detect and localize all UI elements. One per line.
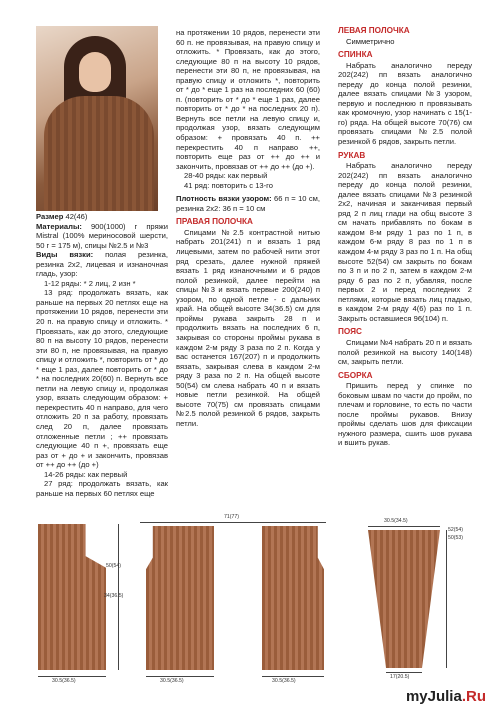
pattern-row-3: 14-26 ряды: как первый — [44, 469, 128, 479]
dim-top-line — [140, 522, 326, 523]
assembly-title: СБОРКА — [338, 370, 373, 380]
diagram-right-front — [38, 524, 106, 670]
sleeve-h1-label: 52(54) — [448, 527, 463, 533]
materials-text: 900(1000) г пряжи Mistral (100% мериносовой шерсти, 50 г = 175 м), спицы №2.5 и №3 — [36, 221, 168, 250]
belt-title: ПОЯС — [338, 327, 362, 337]
diagram-back-left — [146, 526, 214, 670]
size-label: Размер — [36, 212, 64, 221]
dim-width-label-1: 30.5(36.5) — [52, 678, 76, 684]
model-photo — [36, 26, 158, 211]
dim-width-line-1 — [38, 676, 106, 677]
col2-para-3: 41 ряд: повторить с 13-го — [184, 180, 273, 190]
sleeve-bottom-label: 17(20.5) — [390, 674, 410, 680]
column-2 — [176, 28, 320, 428]
dim-height-label: 50(54) — [106, 563, 121, 569]
diagram-back-right — [262, 526, 324, 670]
sleeve-top-label: 30.5(34.5) — [384, 518, 408, 524]
dim-width-line-2 — [146, 676, 214, 677]
sleeve-title: РУКАВ — [338, 150, 366, 160]
sleeve-bottom-line — [386, 672, 422, 673]
site-tld: .Ru — [461, 688, 486, 705]
photo-face — [79, 52, 111, 92]
knit-text: полая резинка, резинка 2х2, лицевая и изнаночная гладь, узор: — [36, 250, 168, 279]
back-text: Набрать аналогично переду 202(242) пп вязать аналогично переду до конца полой резинки, далее вязать спицами №3 узором, первую и последнюю п провязывать как кромочную, узор начинать с 15(1-го) ряда. На общей высоте 70(76) см провязать спицами №2.5 полой резинкой 6 рядов, закрыть петли. — [338, 60, 472, 147]
sleeve-height-line — [446, 530, 447, 668]
density-text: 66 п = 10 см, резинка 2х2: 36 п = 10 см — [176, 194, 320, 213]
sleeve-top-line — [368, 526, 440, 527]
knit-label: Виды вязки: — [36, 250, 94, 260]
diagram-sleeve — [368, 530, 440, 668]
pattern-row-2: 13 ряд: продолжать вязать, как раньше на первых 20 петлях еще на протяжении 10 рядов, перенести эти 20 п. на правую спицу и отложить. * Провязать, как до этого, следующие 80 п на высоту 10 рядов, перенести эти 80 п, не провязывая, на правую спицу и отложить *, повторить от * до * еще 1 раз, далее повторить от * до * на последних 20(60) п. Вернуть все петли на левую спицу и, продолжая узор, вязать следующим образом: + перекрестить 40 п направо, для чего отложить 20 п за работу, провязать след 20 п, далее провязать отложенные петли ; ++ провязать следующие 40 п +, провязать еще раз от + до + и закончить, провязав от ++ до ++ (до +) — [36, 288, 169, 470]
column-3 — [338, 26, 472, 448]
right-front-text: Спицами №2.5 контрастной нитью набрать 201(241) п и вязать 1 ряд лицевыми, затем по рабочей нити этот ряд срезать, далее нужной пряжей вязать 1 ряд изнаночными и 6 рядов полой резинкой, далее перейти на спицы №3 и вязать первые 200(240) п узором, по одной петле - с дальних край. На общей высоте 34(36.5) см для проймы рукава закрыть 28 п и продолжить вязать на последних 6 п, закрывая со стороны проймы рукава в каждом 2-м ряду 3 раза по 2 п. Когда у вас останется 167(207) п и продолжить вязать, закрывая слева в каждом 2-м ряду 3 раза по 2 п. На общей высоте 50(54) см слева набрать 40 п и вязать новые петли резинкой. На общей высоте 70(75) см провязать спицами №2.5 полой резинкой 6 рядов, закрыть петли. — [176, 227, 320, 428]
left-front-title: ЛЕВАЯ ПОЛОЧКА — [338, 26, 410, 35]
belt-text: Спицами №4 набрать 20 п и вязать полой резинкой на высоту 140(148) см, закрыть петли. — [338, 337, 472, 367]
assembly-text: Пришить перед у спинке по боковым швам по части до пройм, по плечам и горловине, то есть по части после проймы рукавов. Внизу проймы сделать шов для фиксации нужного размера, сшить шов рукава и вшить рукав. — [338, 381, 472, 448]
dim-width-label-3: 30.5(36.5) — [272, 678, 296, 684]
dim-width-label-2: 30.5(36.5) — [160, 678, 184, 684]
pattern-row-1: 1-12 ряды: * 2 лиц, 2 изн * — [44, 278, 136, 288]
right-front-title: ПРАВАЯ ПОЛОЧКА — [176, 217, 253, 227]
back-title: СПИНКА — [338, 50, 373, 60]
photo-sweater — [44, 96, 154, 211]
site-name: myJulia — [405, 688, 462, 705]
density-label: Плотность вязки узором: — [176, 194, 272, 204]
pattern-row-4: 27 ряд: продолжать вязать, как раньше на первых 60 петлях еще — [36, 479, 168, 498]
dim-mid-label: 34(36.5) — [104, 593, 124, 599]
dim-top-label: 71(77) — [224, 514, 239, 520]
column-1 — [36, 212, 168, 498]
materials-label: Материалы: — [36, 221, 82, 231]
col2-para-2: 28-40 ряды: как первый — [184, 171, 268, 181]
sleeve-h2-label: 50(53) — [448, 535, 463, 541]
left-front-text: Симметрично — [346, 36, 395, 46]
site-logo[interactable] — [406, 688, 486, 705]
dim-width-line-3 — [262, 676, 324, 677]
sleeve-text: Набрать аналогично переду 202(242) пп вязать аналогично переду до конца полой резинки, далее вязать спицами №3 резинкой 2х2, начиная и заканчивая первый ряд 2 п лиц глади на общ высоте 3 см начать прибавлять по бокам в каждом 8-м ряду 1 раз по 1 п, в каждом 6-м ряду 8 раз по 1 п в каждом 4-м ряду 3 раз по 1 п. На общ высоте 52(54) см закрыть по бокам по 3 п и по 2 п, затем в каждом 2-м ряду 6 раз по 2 п, убавляя, после первых 2 и перед последних 2 петлями, которые вязать лиц гладью, в каждом 2-м ряду 4(6) раз по 1 п. Закрыть оставшиеся 96(104) п. — [338, 161, 472, 323]
col2-para-1: на протяжении 10 рядов, перенести эти 60 п. не провязывая, на правую спицу и отложить. * Провязать, как до этого, следующие 80 п на высоту 10 рядов, перенести эти 80 п, не провязывая, на правую спицу и отложить *, повторить от * до * еще 1 раз на последних 60 (60) п. (повторить от * до * еще 1 раз, далее повторить от * до * на последних 20 п). Вернуть все петли на левую спицу и, продолжая узор, вязать следующим образом: + провязать 40 п. ++ перекрестить 40 п направо ++, повторить еще раз от ++ до ++ и закончить, провязав от ++ до ++ (до +). — [176, 28, 320, 171]
size-value: 42(46) — [65, 212, 88, 221]
